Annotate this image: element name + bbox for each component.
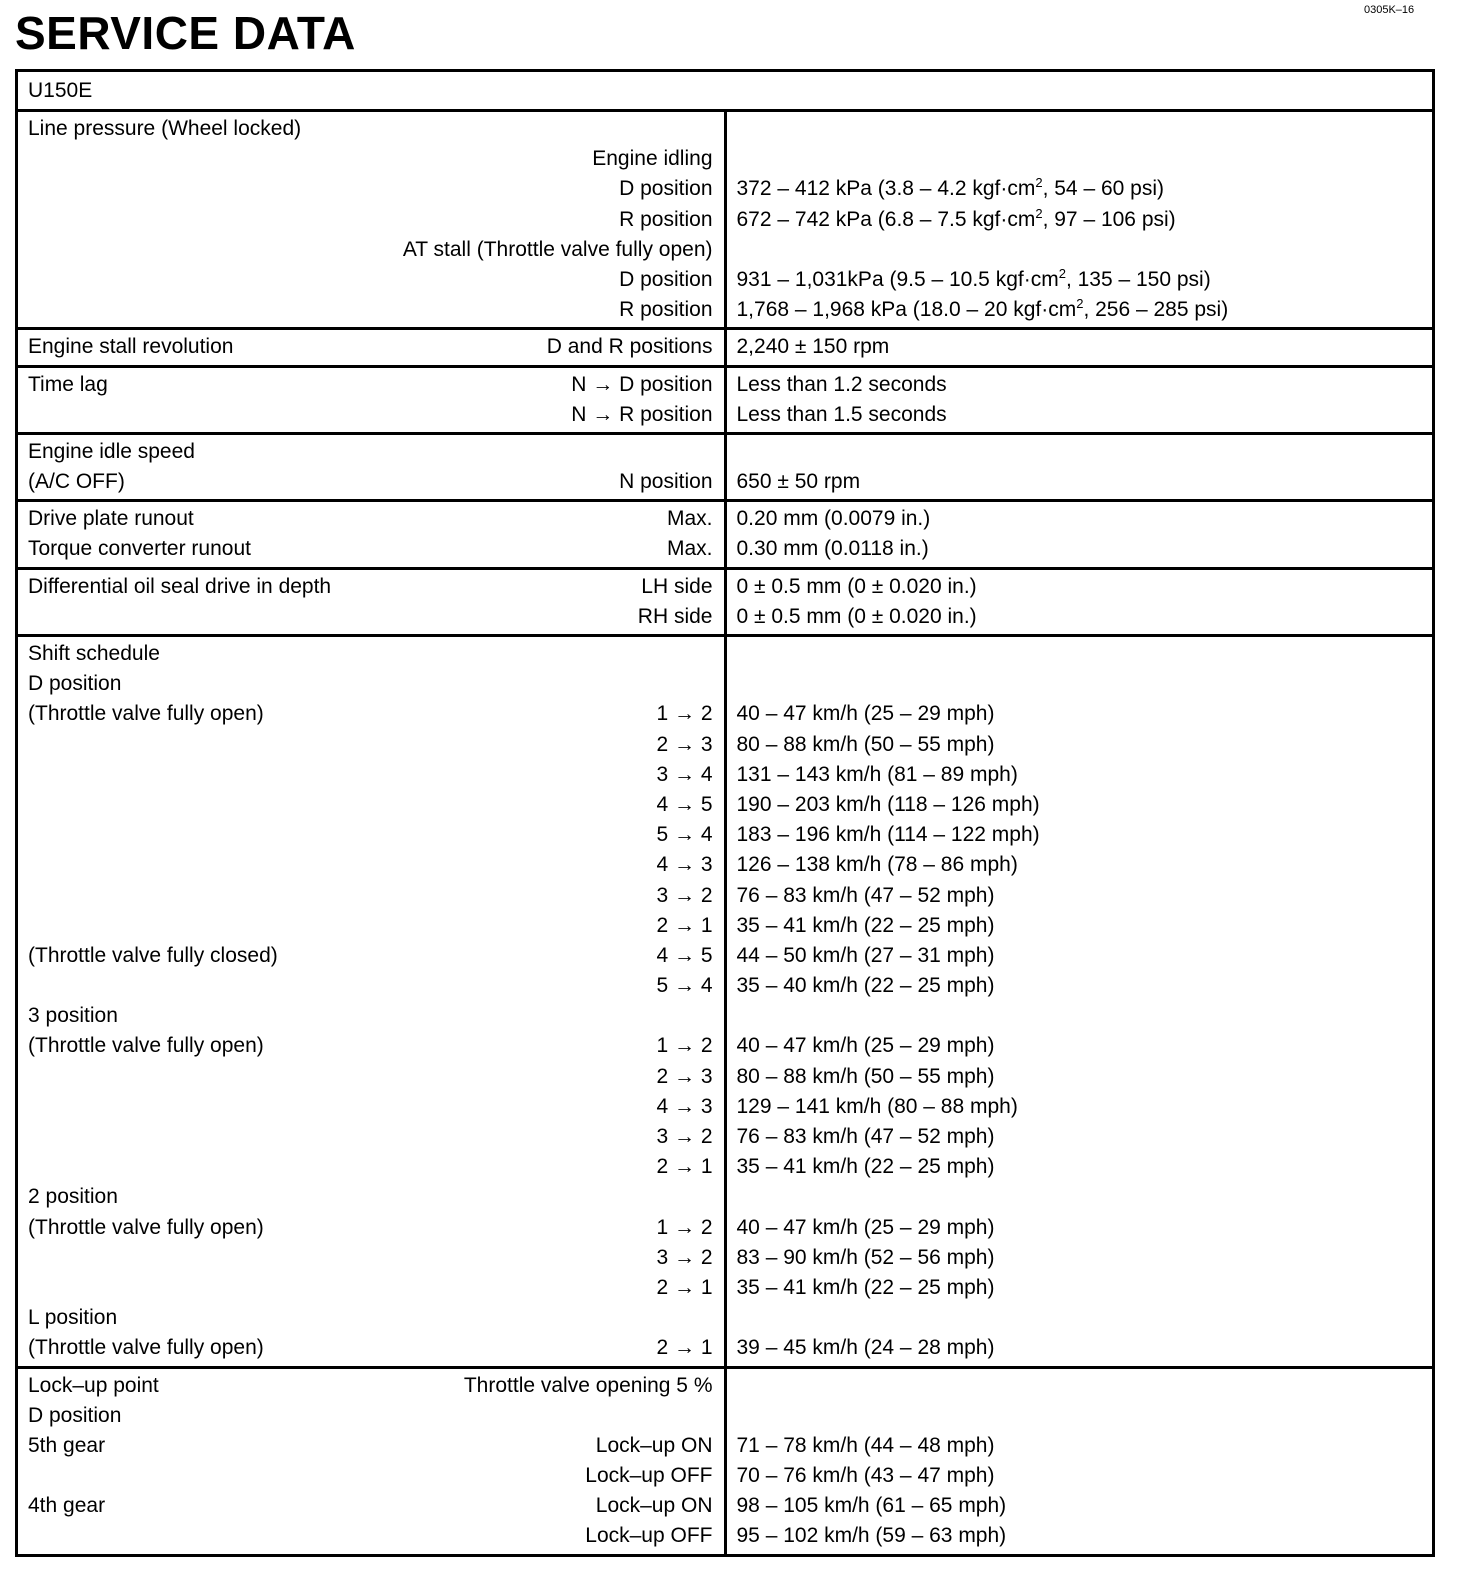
spec-value — [727, 144, 1433, 174]
spec-value-cell — [725, 111, 1434, 329]
spec-line — [18, 881, 724, 911]
spec-value: Less than 1.5 seconds — [736, 402, 947, 426]
spec-line — [18, 1152, 724, 1182]
spec-condition: N → D position — [571, 372, 713, 396]
spec-condition: 4 → 3 — [656, 1094, 713, 1118]
spec-value: 40 – 47 km/h (25 – 29 mph) — [736, 1215, 995, 1239]
spec-condition: N → R position — [571, 402, 713, 426]
spec-label — [18, 1152, 28, 1182]
spec-line — [18, 400, 724, 430]
spec-condition: R position — [619, 207, 713, 231]
spec-line — [18, 114, 724, 144]
spec-label: Differential oil seal drive in depth — [28, 574, 332, 598]
spec-line — [18, 1182, 724, 1212]
spec-item-cell — [17, 111, 726, 329]
spec-value: 40 – 47 km/h (25 – 29 mph) — [736, 1034, 995, 1058]
spec-line — [18, 1031, 724, 1061]
spec-value: 35 – 40 km/h (22 – 25 mph) — [736, 974, 995, 998]
spec-line — [18, 1303, 724, 1333]
spec-line — [18, 941, 724, 971]
spec-value: 80 – 88 km/h (50 – 55 mph) — [736, 1064, 995, 1088]
spec-value — [727, 1001, 1433, 1031]
spec-group — [17, 111, 1434, 329]
spec-line — [18, 437, 724, 467]
spec-condition: 4 → 5 — [656, 792, 713, 816]
spec-value-cell — [725, 501, 1434, 568]
spec-value — [727, 1371, 1433, 1401]
spec-condition: Lock–up ON — [595, 1433, 713, 1457]
spec-line — [18, 174, 724, 204]
spec-value: 0.20 mm (0.0079 in.) — [736, 507, 931, 531]
spec-value: 39 – 45 km/h (24 – 28 mph) — [736, 1336, 995, 1360]
spec-label: Torque converter runout — [28, 537, 251, 561]
spec-label — [18, 400, 28, 430]
spec-item-cell — [17, 329, 726, 366]
spec-line — [18, 699, 724, 729]
spec-value — [727, 437, 1433, 467]
spec-label — [18, 790, 28, 820]
spec-line — [18, 1461, 724, 1491]
spec-condition: 1 → 2 — [656, 1034, 713, 1058]
spec-label — [18, 881, 28, 911]
spec-condition: Max. — [666, 507, 713, 531]
spec-line — [18, 911, 724, 941]
spec-value: 931 – 1,031kPa (9.5 – 10.5 $kgf\cdot cm^2$, 135 – 150 psi) — [736, 265, 1211, 291]
spec-line — [18, 639, 724, 669]
model-label: U150E — [17, 71, 1434, 111]
spec-condition — [713, 1182, 724, 1212]
spec-label: Time lag — [28, 372, 108, 396]
spec-label — [18, 205, 28, 235]
spec-line — [18, 1431, 724, 1461]
spec-value: 126 – 138 km/h (78 – 86 mph) — [736, 853, 1018, 877]
model-row — [17, 71, 1434, 111]
spec-value-cell — [725, 1367, 1434, 1555]
spec-value-cell — [725, 568, 1434, 635]
spec-condition: 1 → 2 — [656, 702, 713, 726]
spec-condition: R position — [619, 298, 713, 322]
spec-value: 35 – 41 km/h (22 – 25 mph) — [736, 1155, 995, 1179]
spec-label: (Throttle valve fully open) — [28, 702, 264, 726]
spec-condition — [713, 639, 724, 669]
spec-line — [18, 1401, 724, 1431]
spec-condition: 3 → 2 — [656, 1245, 713, 1269]
spec-line — [18, 730, 724, 760]
spec-condition: Lock–up ON — [595, 1494, 713, 1518]
spec-value — [727, 1303, 1433, 1333]
spec-label — [18, 1122, 28, 1152]
spec-group — [17, 366, 1434, 433]
spec-condition: 2 → 1 — [656, 1155, 713, 1179]
spec-condition — [713, 1001, 724, 1031]
spec-condition — [713, 669, 724, 699]
spec-group — [17, 329, 1434, 366]
spec-value — [727, 114, 1433, 144]
spec-line — [18, 295, 724, 325]
spec-value: 672 – 742 kPa (6.8 – 7.5 $kgf\cdot cm^2$, 97 – 106 psi) — [736, 205, 1176, 231]
spec-value: Less than 1.2 seconds — [736, 372, 947, 396]
spec-line — [18, 144, 724, 174]
spec-condition — [713, 114, 724, 144]
spec-line — [18, 572, 724, 602]
spec-condition: D position — [619, 177, 713, 201]
spec-value — [727, 639, 1433, 669]
spec-line — [18, 1371, 724, 1401]
spec-value: 76 – 83 km/h (47 – 52 mph) — [736, 883, 995, 907]
spec-value: 650 ± 50 rpm — [736, 470, 861, 494]
spec-value: 0 ± 0.5 mm (0 ± 0.020 in.) — [736, 574, 977, 598]
spec-condition: 2 → 1 — [656, 1336, 713, 1360]
spec-line — [18, 1001, 724, 1031]
spec-value: 0.30 mm (0.0118 in.) — [736, 537, 929, 561]
spec-label — [18, 820, 28, 850]
spec-line — [18, 1062, 724, 1092]
spec-label — [18, 174, 28, 204]
spec-line — [18, 1213, 724, 1243]
spec-line — [18, 971, 724, 1001]
spec-item-cell — [17, 366, 726, 433]
spec-condition: 2 → 3 — [656, 1064, 713, 1088]
spec-label — [18, 760, 28, 790]
spec-group — [17, 568, 1434, 635]
spec-value — [727, 1401, 1433, 1431]
spec-label: Lock–up point — [28, 1373, 159, 1397]
spec-label: 4th gear — [28, 1494, 106, 1518]
spec-condition: AT stall (Throttle valve fully open) — [402, 237, 713, 261]
spec-value: 40 – 47 km/h (25 – 29 mph) — [736, 702, 995, 726]
spec-value-cell — [725, 433, 1434, 500]
spec-label — [18, 235, 28, 265]
spec-label: (A/C OFF) — [28, 470, 125, 494]
spec-value: 71 – 78 km/h (44 – 48 mph) — [736, 1433, 995, 1457]
spec-label — [18, 1521, 28, 1551]
spec-condition: 2 → 1 — [656, 913, 713, 937]
spec-condition: 3 → 2 — [656, 883, 713, 907]
spec-condition: D position — [619, 267, 713, 291]
spec-line — [18, 1122, 724, 1152]
spec-condition: Lock–up OFF — [585, 1524, 713, 1548]
spec-line — [18, 534, 724, 564]
spec-label — [18, 730, 28, 760]
spec-condition: 2 → 1 — [656, 1275, 713, 1299]
spec-line — [18, 332, 724, 362]
spec-label — [18, 911, 28, 941]
spec-label — [18, 1461, 28, 1491]
spec-item-cell — [17, 501, 726, 568]
spec-condition: 4 → 5 — [656, 943, 713, 967]
spec-condition: Lock–up OFF — [585, 1464, 713, 1488]
spec-label: (Throttle valve fully open) — [28, 1034, 264, 1058]
spec-group — [17, 501, 1434, 568]
spec-value — [727, 235, 1433, 265]
spec-condition: 4 → 3 — [656, 853, 713, 877]
spec-value: 35 – 41 km/h (22 – 25 mph) — [736, 1275, 995, 1299]
spec-value: 70 – 76 km/h (43 – 47 mph) — [736, 1464, 995, 1488]
service-data-table — [15, 69, 1435, 1557]
spec-label — [18, 265, 28, 295]
spec-label — [18, 295, 28, 325]
spec-label: (Throttle valve fully closed) — [28, 943, 278, 967]
spec-label: Drive plate runout — [28, 507, 194, 531]
spec-line — [18, 1491, 724, 1521]
spec-condition: D and R positions — [546, 335, 713, 359]
spec-condition: Engine idling — [592, 147, 713, 171]
spec-label — [18, 971, 28, 1001]
spec-line — [18, 504, 724, 534]
spec-item-cell — [17, 1367, 726, 1555]
spec-line — [18, 820, 724, 850]
spec-condition: 3 → 2 — [656, 1125, 713, 1148]
spec-label: L position — [28, 1306, 118, 1330]
spec-value: 95 – 102 km/h (59 – 63 mph) — [736, 1524, 1007, 1548]
spec-condition: 5 → 4 — [656, 823, 713, 847]
spec-group — [17, 1367, 1434, 1555]
spec-condition: 2 → 3 — [656, 732, 713, 756]
spec-value: 83 – 90 km/h (52 – 56 mph) — [736, 1245, 995, 1269]
spec-condition — [713, 1401, 724, 1431]
spec-label — [18, 144, 28, 174]
spec-label: D position — [28, 672, 122, 696]
spec-line — [18, 1521, 724, 1551]
spec-line — [18, 850, 724, 880]
spec-condition: RH side — [637, 604, 713, 628]
spec-label: Shift schedule — [28, 642, 160, 665]
spec-line — [18, 669, 724, 699]
spec-value-cell — [725, 329, 1434, 366]
spec-condition — [713, 1303, 724, 1333]
spec-value-cell — [725, 636, 1434, 1368]
spec-line — [18, 1273, 724, 1303]
spec-line — [18, 1243, 724, 1273]
spec-value: 0 ± 0.5 mm (0 ± 0.020 in.) — [736, 604, 977, 628]
spec-condition: 3 → 4 — [656, 762, 713, 786]
spec-label: 3 position — [28, 1004, 118, 1028]
spec-condition: N position — [619, 470, 713, 494]
spec-label: Line pressure (Wheel locked) — [28, 117, 302, 140]
spec-value-cell — [725, 366, 1434, 433]
page-title: SERVICE DATA — [15, 7, 356, 59]
spec-line — [18, 205, 724, 235]
spec-label: (Throttle valve fully open) — [28, 1336, 264, 1360]
spec-label: Engine idle speed — [28, 439, 195, 463]
spec-item-cell — [17, 636, 726, 1368]
spec-label — [18, 1273, 28, 1303]
spec-line — [18, 467, 724, 497]
spec-label — [18, 1092, 28, 1122]
spec-label: (Throttle valve fully open) — [28, 1215, 264, 1239]
spec-label: D position — [28, 1403, 122, 1427]
spec-condition: 5 → 4 — [656, 974, 713, 998]
spec-condition: Throttle valve opening 5 % — [463, 1373, 713, 1397]
spec-value: 44 – 50 km/h (27 – 31 mph) — [736, 943, 995, 967]
spec-line — [18, 370, 724, 400]
spec-item-cell — [17, 568, 726, 635]
spec-label — [18, 602, 28, 632]
spec-label: Engine stall revolution — [28, 335, 234, 359]
page-code: 0305K–16 — [1364, 4, 1415, 16]
spec-value: 2,240 ± 150 rpm — [736, 335, 890, 359]
spec-line — [18, 1092, 724, 1122]
spec-label: 2 position — [28, 1185, 118, 1209]
spec-value: 183 – 196 km/h (114 – 122 mph) — [736, 823, 1040, 847]
spec-line — [18, 1333, 724, 1363]
spec-value: 372 – 412 kPa (3.8 – 4.2 $kgf\cdot cm^2$, 54 – 60 psi) — [736, 175, 1164, 201]
spec-line — [18, 602, 724, 632]
spec-value: 35 – 41 km/h (22 – 25 mph) — [736, 913, 995, 937]
spec-condition: LH side — [641, 574, 713, 598]
spec-line — [18, 760, 724, 790]
spec-value: 80 – 88 km/h (50 – 55 mph) — [736, 732, 995, 756]
spec-value: 1,768 – 1,968 kPa (18.0 – 20 $kgf\cdot cm^2$, 256 – 285 psi) — [736, 296, 1229, 322]
spec-condition: Max. — [666, 537, 713, 561]
spec-value: 190 – 203 km/h (118 – 126 mph) — [736, 792, 1040, 816]
spec-line — [18, 235, 724, 265]
spec-group — [17, 433, 1434, 500]
spec-label — [18, 850, 28, 880]
spec-label — [18, 1062, 28, 1092]
spec-condition: 1 → 2 — [656, 1215, 713, 1239]
spec-value — [727, 669, 1433, 699]
spec-value: 129 – 141 km/h (80 – 88 mph) — [736, 1094, 1018, 1118]
spec-line — [18, 790, 724, 820]
spec-condition — [713, 437, 724, 467]
spec-group — [17, 636, 1434, 1368]
spec-value: 98 – 105 km/h (61 – 65 mph) — [736, 1494, 1007, 1518]
spec-line — [18, 265, 724, 295]
spec-value: 131 – 143 km/h (81 – 89 mph) — [736, 762, 1018, 786]
spec-value — [727, 1182, 1433, 1212]
spec-label — [18, 1243, 28, 1273]
spec-item-cell — [17, 433, 726, 500]
spec-value: 76 – 83 km/h (47 – 52 mph) — [736, 1125, 995, 1148]
spec-label: 5th gear — [28, 1433, 106, 1457]
